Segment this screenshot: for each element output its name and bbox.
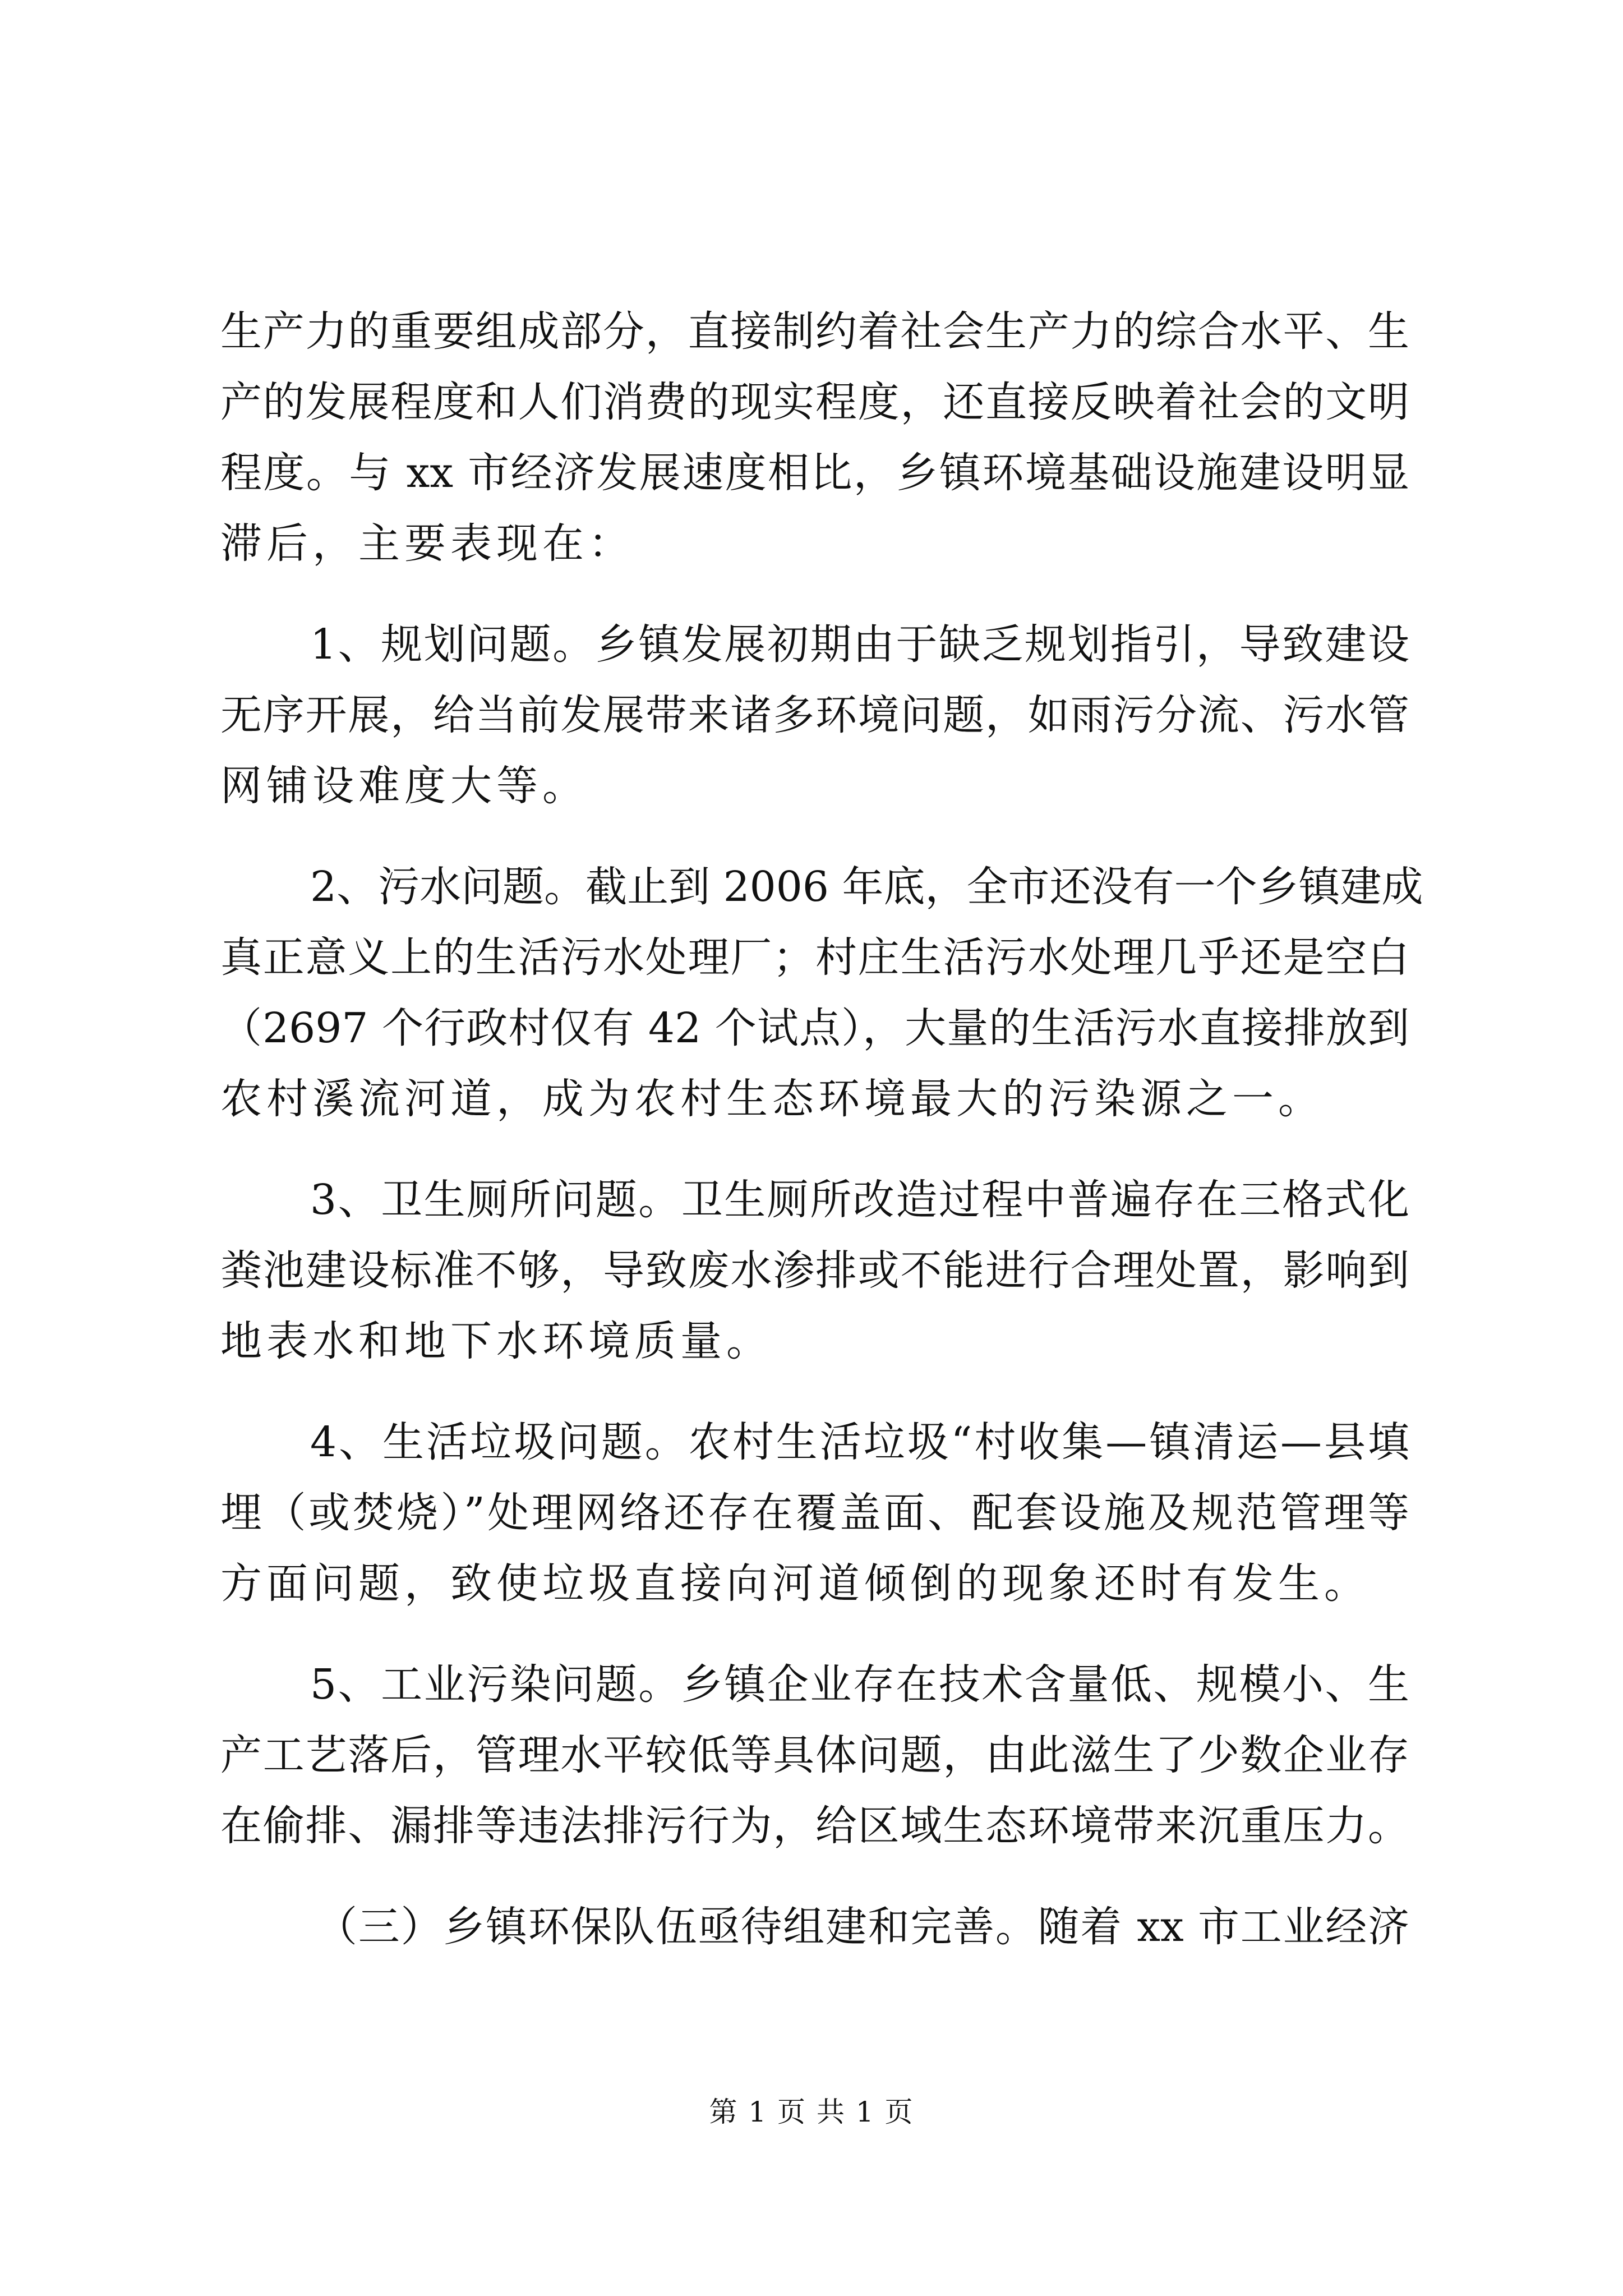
paragraph-3-line: 3、卫生厕所问题。卫生厕所改造过程中普遍存在三格式化 (310, 1176, 1409, 1224)
text-line: 滞后，主要表现在： (220, 519, 634, 568)
paragraph-1-line: 1、规划问题。乡镇发展初期由于缺乏规划指引，导致建设 (310, 620, 1409, 669)
paragraph-2-line: 2、污水问题。截止到 2006 年底，全市还没有一个乡镇建成 (310, 863, 1423, 911)
text-line: 生产力的重要组成部分，直接制约着社会生产力的综合水平、生 (220, 307, 1409, 356)
text-line: 在偷排、漏排等违法排污行为，给区域生态环境带来沉重压力。 (220, 1802, 1409, 1850)
text-line: 粪池建设标准不够，导致废水渗排或不能进行合理处置，影响到 (220, 1246, 1409, 1295)
page-number-footer: 第 1 页 共 1 页 (709, 2096, 914, 2128)
text-line: 产的发展程度和人们消费的现实程度，还直接反映着社会的文明 (220, 378, 1409, 426)
text-line: 埋（或焚烧）”处理网络还存在覆盖面、配套设施及规范管理等 (220, 1489, 1409, 1537)
text-line: 程度。与 xx 市经济发展速度相比，乡镇环境基础设施建设明显 (220, 449, 1409, 497)
text-line: 农村溪流河道，成为农村生态环境最大的污染源之一。 (220, 1075, 1324, 1123)
paragraph-5-line: 5、工业污染问题。乡镇企业存在技术含量低、规模小、生 (310, 1660, 1409, 1709)
text-line: 方面问题，致使垃圾直接向河道倾倒的现象还时有发生。 (220, 1559, 1370, 1608)
text-line: 无序开展，给当前发展带来诸多环境问题，如雨污分流、污水管 (220, 691, 1409, 739)
text-line: 真正意义上的生活污水处理厂；村庄生活污水处理几乎还是空白 (220, 933, 1409, 982)
section-heading-line: （三）乡镇环保队伍亟待组建和完善。随着 xx 市工业经济 (316, 1903, 1409, 1951)
paragraph-4-line: 4、生活垃圾问题。农村生活垃圾“村收集—镇清运—县填 (310, 1418, 1409, 1466)
text-line: 产工艺落后，管理水平较低等具体问题，由此滋生了少数企业存 (220, 1731, 1409, 1779)
body-text (220, 296, 1423, 1962)
text-line: 网铺设难度大等。 (220, 762, 588, 810)
text-line: 地表水和地下水环境质量。 (220, 1317, 772, 1365)
text-line: （2697 个行政村仅有 42 个试点），大量的生活污水直接排放到 (220, 1004, 1409, 1052)
